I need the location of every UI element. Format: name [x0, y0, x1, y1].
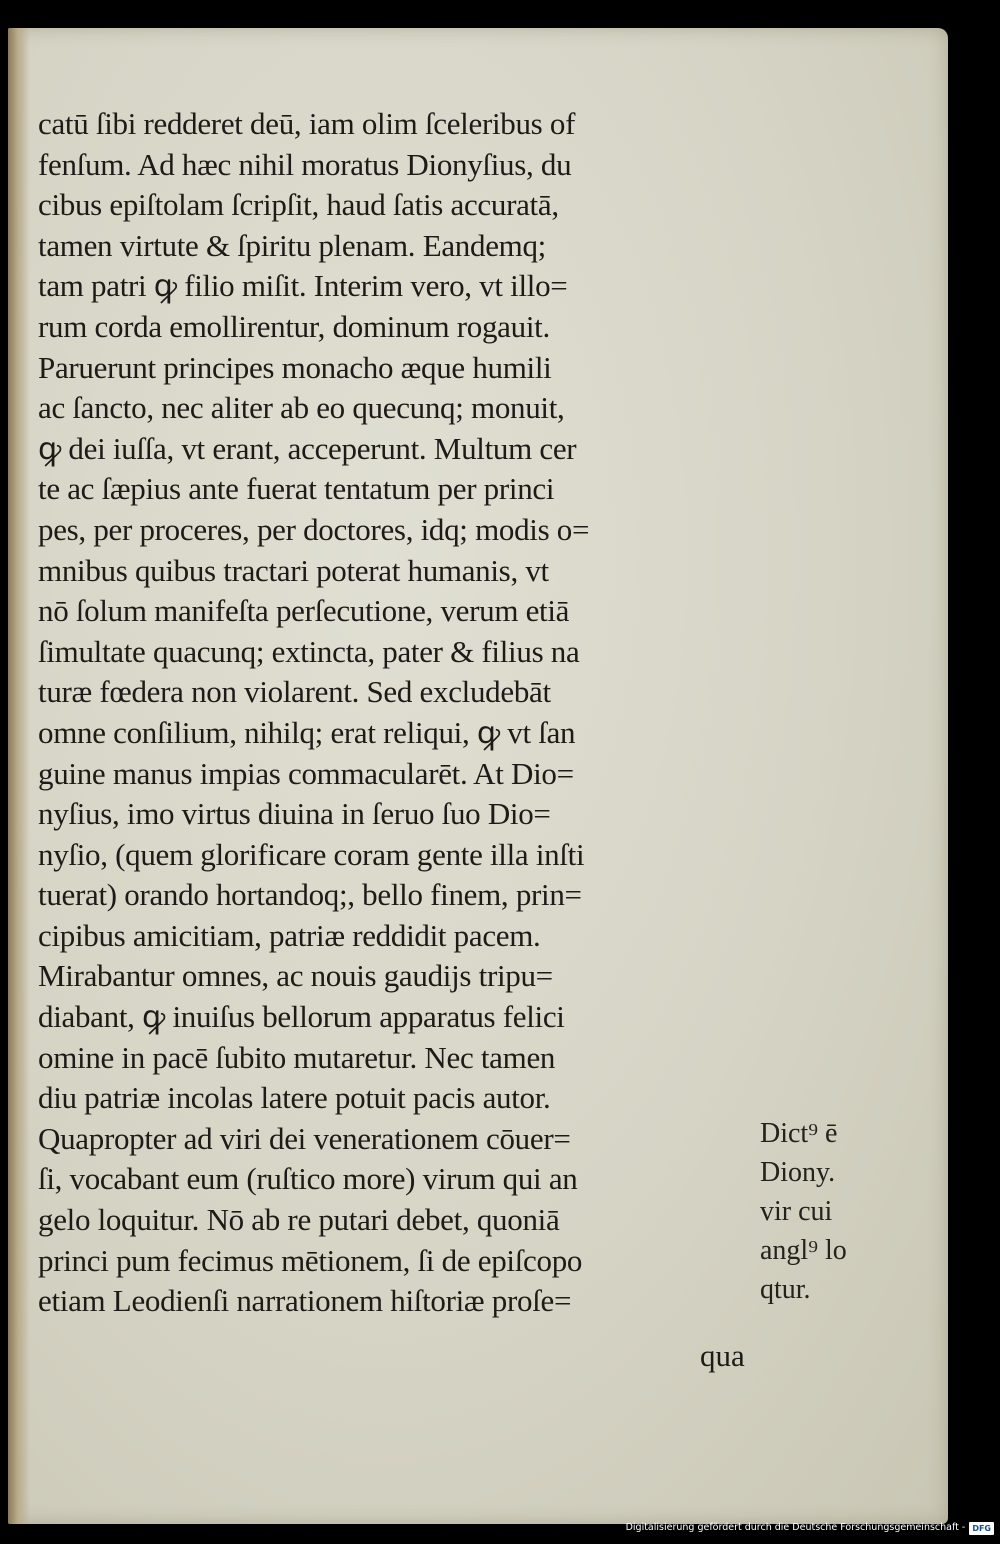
marginal-note-line: Dict⁹ ē — [760, 1118, 838, 1149]
credit-text: Digitalisierung gefördert durch die Deutsche Forschungsgemeinschaft - — [625, 1522, 966, 1533]
text-line: ſimultate quacunq; extincta, pater & filius na — [38, 633, 580, 669]
text-line: pes, per proceres, per doctores, idq; modis o= — [38, 511, 590, 547]
text-line: omne conſilium, nihilq; erat reliqui, ꝙ vt ſan — [38, 714, 576, 750]
marginal-note-line: Diony. — [760, 1157, 836, 1188]
main-text-block — [38, 104, 758, 1322]
text-line: ac ſancto, nec aliter ab eo quecunq; monuit, — [38, 390, 565, 426]
marginal-note-line: vir cui — [760, 1196, 833, 1227]
text-line: ꝙ dei iuſſa, vt erant, acceperunt. Multum cer — [38, 430, 577, 466]
text-line: diabant, ꝙ inuiſus bellorum apparatus felici — [38, 999, 565, 1035]
text-line: nyſio, (quem glorificare coram gente illa inſti — [38, 836, 585, 872]
text-line: ſi, vocabant eum (ruſtico more) virum qui an — [38, 1161, 578, 1197]
text-line: diu patriæ incolas latere potuit pacis autor. — [38, 1080, 551, 1116]
text-line: Paruerunt principes monacho æque humili — [38, 349, 552, 385]
text-line: Quapropter ad viri dei venerationem cōuer= — [38, 1120, 571, 1156]
text-line: princi pum fecimus mētionem, ſi de epiſcopo — [38, 1242, 583, 1278]
text-line: turæ fœdera non violarent. Sed excludebāt — [38, 674, 551, 710]
marginal-note-line: angl⁹ lo — [760, 1235, 847, 1266]
text-line: catū ſibi redderet deū, iam olim ſceleribus of — [38, 106, 576, 141]
marginal-note-line: qtur. — [760, 1274, 811, 1305]
text-line: Mirabantur omnes, ac nouis gaudijs tripu= — [38, 958, 553, 994]
catchword: qua — [700, 1338, 745, 1373]
text-line: tam patri ꝙ filio miſit. Interim vero, vt illo= — [38, 268, 568, 304]
dfg-logo: DFG — [969, 1522, 994, 1535]
book-page — [8, 28, 948, 1524]
text-line: fenſum. Ad hæc nihil moratus Dionyſius, du — [38, 146, 572, 182]
text-line: tuerat) orando hortandoq;, bello finem, prin= — [38, 877, 582, 913]
text-line: nō ſolum manifeſta perſecutione, verum etiā — [38, 593, 570, 629]
text-line: cibus epiſtolam ſcripſit, haud ſatis accuratā, — [38, 187, 559, 223]
text-line: te ac ſæpius ante fuerat tentatum per princi — [38, 471, 555, 507]
text-line: rum corda emollirentur, dominum rogauit. — [38, 308, 550, 344]
text-line: etiam Leodienſi narrationem hiſtoriæ proſe= — [38, 1283, 572, 1319]
text-line: tamen virtute & ſpiritu plenam. Eandemq; — [38, 227, 546, 263]
page-binding-edge — [8, 28, 30, 1524]
text-line: omine in pacē ſubito mutaretur. Nec tamen — [38, 1039, 556, 1075]
text-line: cipibus amicitiam, patriæ reddidit pacem. — [38, 917, 541, 953]
marginal-note — [760, 1114, 900, 1309]
text-line: guine manus impias commacularēt. At Dio= — [38, 755, 574, 791]
text-line: gelo loquitur. Nō ab re putari debet, quoniā — [38, 1202, 560, 1238]
text-line: mnibus quibus tractari poterat humanis, vt — [38, 552, 549, 588]
digitization-credit — [626, 1520, 994, 1536]
text-line: nyſius, imo virtus diuina in ſeruo ſuo Dio= — [38, 796, 551, 832]
